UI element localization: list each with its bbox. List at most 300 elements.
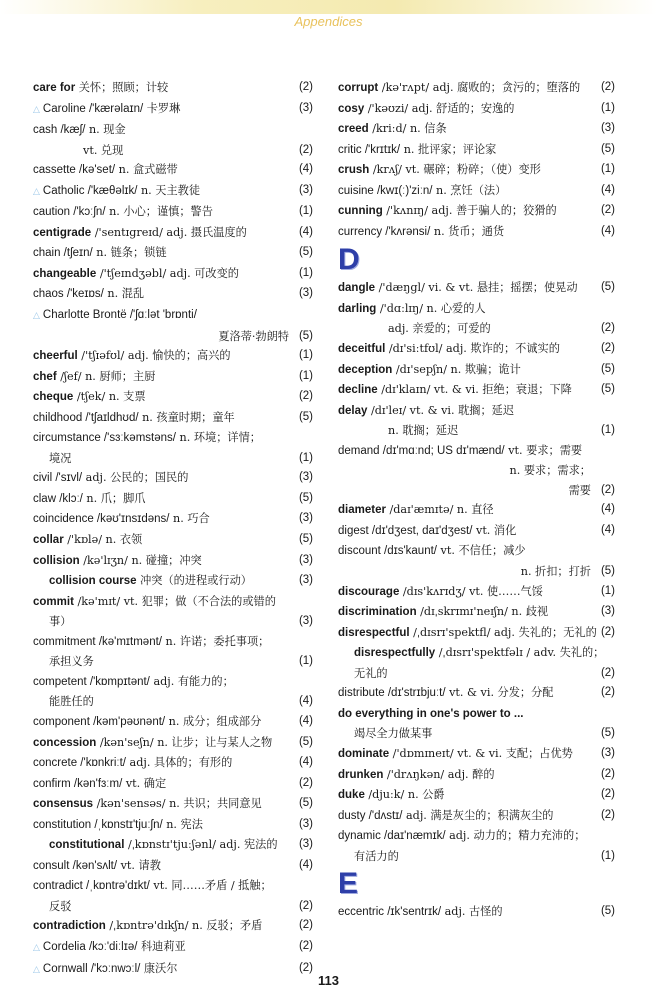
- glossary-entry: [338, 119, 615, 140]
- headword: Charlotte Brontë /'ʃɑːlət 'brɒnti/: [42, 309, 197, 322]
- unit-number: (2): [298, 390, 313, 403]
- glossary-entry: [338, 181, 615, 202]
- definition: 竭尽全力做某事: [354, 727, 433, 741]
- headword: collar: [33, 534, 64, 547]
- headword: digest /dɪ'dʒest, daɪ'dʒest/: [338, 524, 473, 537]
- definition: vt. 请教: [117, 858, 161, 872]
- glossary-entry: [338, 643, 615, 664]
- headword: chef: [33, 370, 57, 383]
- glossary-entry: [33, 592, 313, 613]
- glossary-entry: [338, 724, 615, 744]
- headword: Cordelia /kɔː'diːlɪə/: [42, 940, 138, 953]
- headword: distribute /dɪ'strɪbjuːt/: [338, 687, 446, 700]
- definition: n. 耽搁；延迟: [388, 424, 459, 438]
- glossary-entry: [338, 744, 615, 765]
- glossary-entry: [33, 408, 313, 429]
- glossary-entry: [33, 712, 313, 733]
- headword: discount /dɪs'kaunt/: [338, 545, 437, 558]
- unit-number: (2): [600, 625, 615, 638]
- proper-noun-triangle-icon: △: [33, 964, 40, 975]
- headword: creed: [338, 123, 369, 136]
- definition: 关怀；照顾；计较: [75, 81, 169, 94]
- headword: diameter: [338, 504, 386, 517]
- headword: darling: [338, 302, 377, 315]
- glossary-entry: [338, 521, 615, 542]
- unit-number: (5): [600, 727, 615, 740]
- headword: childhood /'tʃaɪldhʊd/: [33, 411, 139, 424]
- unit-number: (2): [298, 143, 313, 156]
- definition: /'kɒlə/ n. 衣领: [63, 533, 143, 547]
- definition: adj. 有能力的；: [149, 674, 234, 688]
- definition: /tʃek/ n. 支票: [73, 390, 146, 404]
- glossary-entry: [33, 774, 313, 795]
- headword: civil /'sɪvl/: [33, 472, 83, 485]
- headword: discrimination: [338, 606, 417, 619]
- definition: vt. 要求；需要: [504, 443, 583, 457]
- headword: cheerful: [33, 350, 78, 363]
- unit-number: (5): [298, 410, 313, 423]
- definition: /djuːk/ n. 公爵: [364, 788, 445, 802]
- unit-number: (5): [600, 905, 615, 918]
- definition: /'kəʊzi/ adj. 舒适的；安逸的: [364, 101, 515, 115]
- glossary-entry: [33, 815, 313, 836]
- headword: confirm /kən'fɜːm/: [33, 777, 123, 790]
- glossary-entry: [33, 489, 313, 510]
- definition: n. 小心；谨慎；警告: [105, 205, 213, 219]
- glossary-entry: [338, 664, 615, 684]
- glossary-entry: [33, 632, 313, 653]
- glossary-entry: [33, 897, 313, 917]
- glossary-entry: [33, 428, 313, 449]
- unit-number: (2): [298, 939, 313, 952]
- definition: /dɪˌskrɪmɪ'neɪʃn/ n. 歧视: [416, 605, 549, 619]
- definition: /dɪ'siːtfʊl/ adj. 欺诈的；不诚实的: [385, 342, 560, 356]
- glossary-entry: [338, 160, 615, 181]
- unit-number: (3): [600, 122, 615, 135]
- glossary-entry: [338, 826, 615, 847]
- unit-number: (1): [600, 163, 615, 176]
- headword: component /kəm'pəʊnənt/: [33, 715, 166, 728]
- unit-number: (5): [600, 565, 615, 578]
- headword: do everything in one's power to ...: [338, 707, 524, 720]
- glossary-entry: [338, 704, 615, 725]
- glossary-entry: [33, 181, 313, 203]
- unit-number: (2): [600, 808, 615, 821]
- unit-number: (5): [600, 142, 615, 155]
- glossary-entry: [33, 468, 313, 489]
- unit-number: (2): [298, 919, 313, 932]
- headword: deceitful: [338, 343, 386, 356]
- unit-number: (1): [298, 205, 313, 218]
- definition: n. 成分；组成部分: [165, 714, 262, 728]
- definition: vt. 消化: [472, 523, 517, 537]
- definition: /kən'seʃn/ n. 让步；让与某人之物: [96, 735, 273, 749]
- unit-number: (1): [298, 655, 313, 668]
- headword: constitutional: [49, 839, 125, 852]
- glossary-entry: [33, 327, 313, 347]
- unit-number: (1): [298, 266, 313, 279]
- glossary-entry: [338, 902, 615, 923]
- definition: n. 烹饪（法）: [432, 183, 507, 197]
- unit-number: (3): [298, 553, 313, 566]
- definition: n. 环境；详情；: [175, 431, 261, 445]
- definition: n. 宪法: [162, 817, 203, 831]
- unit-number: (4): [600, 503, 615, 516]
- headword: disrespectful: [338, 626, 410, 639]
- unit-number: (5): [298, 735, 313, 748]
- definition: /ˌkɒnstɪ'tjuːʃənl/ adj. 宪法的: [124, 838, 278, 852]
- glossary-entry: [338, 441, 615, 462]
- definition: 冲突（的进程或行动）: [136, 574, 252, 588]
- unit-number: (3): [600, 605, 615, 618]
- glossary-entry: [33, 202, 313, 223]
- definition: /'drʌŋkən/ adj. 醉的: [383, 767, 495, 781]
- glossary-entry: [33, 284, 313, 305]
- definition: /dɪ'klaɪn/ vt. & vi. 拒绝；衰退；下降: [377, 383, 572, 397]
- glossary-entry: [33, 141, 313, 161]
- unit-number: (1): [298, 349, 313, 362]
- glossary-entry: [338, 785, 615, 806]
- glossary-entry: [33, 99, 313, 121]
- definition: n. 许诺；委托事项；: [161, 634, 270, 648]
- definition: adj. 公民的；国民的: [82, 471, 189, 485]
- headword: Catholic /'kæθəlɪk/: [42, 184, 138, 197]
- right-column: [338, 78, 615, 923]
- headword: duke: [338, 789, 365, 802]
- glossary-entry: [33, 243, 313, 264]
- glossary-entry: [33, 652, 313, 672]
- headword: corrupt: [338, 82, 379, 94]
- glossary-entry: [338, 562, 615, 582]
- definition: /kən'sensəs/ n. 共识；共同意见: [93, 797, 262, 811]
- glossary-entry: [33, 876, 313, 897]
- definition: /kə'rʌpt/ adj. 腐败的；贪污的；堕落的: [378, 81, 581, 94]
- definition: n. 天主教徒: [137, 183, 201, 197]
- headword: Cornwall /'kɔːnwɔːl/: [42, 962, 141, 975]
- proper-noun-triangle-icon: △: [33, 942, 40, 953]
- glossary-entry: [33, 305, 313, 327]
- definition: n. 混乱: [103, 287, 145, 301]
- unit-number: (2): [600, 686, 615, 699]
- definition: n. 巧合: [169, 512, 210, 526]
- headword: disrespectfully: [354, 647, 436, 660]
- unit-number: (1): [600, 424, 615, 437]
- unit-number: (5): [298, 797, 313, 810]
- glossary-entry: [338, 360, 615, 381]
- unit-number: (4): [600, 183, 615, 196]
- headword: decline: [338, 384, 378, 397]
- headword: circumstance /'sɜːkəmstəns/: [33, 432, 176, 445]
- glossary-entry: [33, 692, 313, 712]
- unit-number: (4): [600, 523, 615, 536]
- top-color-band: [0, 0, 657, 14]
- glossary-entry: [338, 765, 615, 786]
- glossary-entry: [338, 339, 615, 360]
- definition: /kə'lɪʒn/ n. 碰撞；冲突: [79, 553, 202, 567]
- definition: n. 链条；锁链: [92, 246, 167, 260]
- unit-number: (5): [298, 533, 313, 546]
- unit-number: (3): [298, 615, 313, 628]
- headword: dominate: [338, 747, 390, 760]
- definition: 境况: [49, 451, 72, 465]
- definition: /daɪ'æmɪtə/ n. 直径: [385, 503, 494, 517]
- definition: /dɪ'sepʃn/ n. 欺骗；诡计: [392, 362, 521, 376]
- definition: 反驳: [49, 899, 72, 913]
- glossary-entry: [338, 319, 615, 339]
- headword: concession: [33, 736, 97, 749]
- unit-number: (3): [298, 838, 313, 851]
- unit-number: (5): [600, 362, 615, 375]
- definition: n. 批评家；评论家: [400, 142, 497, 156]
- definition: n. 现金: [85, 123, 126, 137]
- unit-number: (4): [298, 756, 313, 769]
- definition: 有活力的: [354, 849, 399, 863]
- definition: 卡罗琳: [143, 101, 181, 115]
- definition: /'dɒmɪneɪt/ vt. & vi. 支配；占优势: [389, 746, 573, 760]
- glossary-entry: [338, 140, 615, 161]
- unit-number: (3): [298, 101, 313, 114]
- unit-number: (2): [600, 666, 615, 679]
- glossary-entry: [33, 612, 313, 632]
- unit-number: (2): [600, 342, 615, 355]
- unit-number: (2): [600, 788, 615, 801]
- definition: 事）: [49, 615, 72, 629]
- headword: claw /klɔː/: [33, 492, 83, 505]
- definition: adj. 具体的；有形的: [125, 756, 233, 770]
- headword: constitution /ˌkɒnstɪ'tjuːʃn/: [33, 818, 163, 831]
- headword: cash /kæʃ/: [33, 124, 86, 137]
- unit-number: (4): [298, 695, 313, 708]
- unit-number: (5): [298, 491, 313, 504]
- unit-number: (1): [600, 101, 615, 114]
- glossary-entry: [33, 367, 313, 388]
- headword: cheque: [33, 391, 74, 404]
- glossary-entry: [338, 222, 615, 243]
- definition: /ʃef/ n. 厨师；主厨: [56, 369, 156, 383]
- glossary-entry: [338, 500, 615, 521]
- unit-number: (1): [600, 584, 615, 597]
- headword: consult /kən'sʌlt/: [33, 859, 118, 872]
- headword: demand /dɪ'mɑːnd; US dɪ'mænd/: [338, 444, 505, 457]
- unit-number: (4): [298, 714, 313, 727]
- headword: crush: [338, 164, 370, 177]
- definition: adj. 动力的；精力充沛的；: [445, 829, 586, 843]
- unit-number: (3): [298, 512, 313, 525]
- headword: cosy: [338, 102, 365, 115]
- glossary-entry: [33, 78, 313, 99]
- unit-number: (1): [298, 451, 313, 464]
- glossary-entry: [33, 937, 313, 959]
- definition: n. 爪；脚爪: [82, 491, 146, 505]
- unit-number: (3): [298, 471, 313, 484]
- headword: cunning: [338, 205, 383, 218]
- headword: contradiction: [33, 920, 106, 933]
- definition: 需要: [568, 483, 591, 497]
- glossary-entry: [338, 683, 615, 704]
- definition: vt. 不信任；减少: [437, 544, 526, 558]
- headword: care for: [33, 82, 76, 94]
- glossary-entry: [33, 835, 313, 856]
- definition: adj. 古怪的: [441, 905, 503, 919]
- definition: /krʌʃ/ vt. 碾碎；粉碎；（使）变形: [369, 163, 541, 177]
- proper-noun-triangle-icon: △: [33, 186, 40, 197]
- glossary-entry: [33, 916, 313, 937]
- definition: n. 要求；需求；: [509, 464, 591, 478]
- unit-number: (4): [298, 163, 313, 176]
- headword: chaos /'keɪɒs/: [33, 288, 104, 301]
- unit-number: (4): [298, 225, 313, 238]
- glossary-entry: [338, 99, 615, 120]
- definition: /'tʃɪəfʊl/ adj. 愉快的；高兴的: [77, 349, 231, 363]
- headword: drunken: [338, 768, 384, 781]
- unit-number: (2): [600, 204, 615, 217]
- unit-number: (4): [600, 224, 615, 237]
- headword: critic /'krɪtɪk/: [338, 143, 401, 156]
- definition: adj. 亲爱的；可爱的: [388, 322, 491, 336]
- headword: chain /tʃeɪn/: [33, 247, 93, 260]
- definition: /'kʌnɪŋ/ adj. 善于骗人的；狡猾的: [382, 204, 557, 218]
- headword: changeable: [33, 267, 97, 280]
- headword: centigrade: [33, 226, 92, 239]
- definition: 康沃尔: [140, 961, 178, 975]
- headword: cuisine /kwɪ(ː)'ziːn/: [338, 184, 433, 197]
- glossary-entry: [338, 806, 615, 827]
- headword: competent /'kɒmpɪtənt/: [33, 675, 150, 688]
- headword: currency /'kʌrənsi/: [338, 225, 431, 238]
- unit-number: (2): [600, 81, 615, 93]
- definition: /dɪs'kʌrɪdʒ/ vt. 使……气馁: [399, 584, 543, 598]
- section-letter-d: D: [338, 243, 360, 277]
- definition: /ˌdɪsrɪ'spektfl/ adj. 失礼的；无礼的: [409, 625, 597, 639]
- definition: 无礼的: [354, 666, 388, 680]
- unit-number: (5): [600, 281, 615, 294]
- glossary-entry: [338, 380, 615, 401]
- page-number: 113: [318, 973, 339, 988]
- unit-number: (2): [298, 776, 313, 789]
- glossary-entry: [338, 461, 615, 481]
- glossary-entry: [338, 299, 615, 320]
- glossary-entry: [338, 582, 615, 603]
- unit-number: (4): [298, 858, 313, 871]
- headword: discourage: [338, 585, 400, 598]
- glossary-entry: [33, 223, 313, 244]
- glossary-entry: [338, 401, 615, 422]
- unit-number: (5): [298, 246, 313, 259]
- definition: n. 折扣；打折: [520, 565, 591, 579]
- definition: /kə'mɪt/ vt. 犯罪；做（不合法的或错的: [73, 594, 276, 608]
- glossary-entry: [33, 264, 313, 285]
- headword: collision course: [49, 575, 137, 588]
- glossary-entry: [338, 78, 615, 99]
- glossary-entry: [33, 672, 313, 693]
- unit-number: (3): [298, 574, 313, 587]
- unit-number: (2): [600, 767, 615, 780]
- definition: 夏洛蒂·勃朗特: [218, 329, 289, 343]
- glossary-entry: [33, 733, 313, 754]
- glossary-entry: [33, 449, 313, 469]
- definition: /ˌkɒntrə'dɪkʃn/ n. 反驳；矛盾: [105, 919, 263, 933]
- glossary-entry: [33, 160, 313, 181]
- definition: vt. 兑现: [83, 143, 124, 157]
- headword: contradict /ˌkɒntrə'dɪkt/: [33, 880, 150, 893]
- definition: 承担义务: [49, 655, 94, 669]
- headword: dangle: [338, 282, 376, 295]
- headword: deception: [338, 363, 393, 376]
- glossary-entry: [33, 120, 313, 141]
- headword: commitment /kə'mɪtmənt/: [33, 635, 162, 648]
- unit-number: (2): [298, 81, 313, 93]
- unit-number: (3): [298, 287, 313, 300]
- definition: adj. 满是灰尘的；积满灰尘的: [402, 808, 554, 822]
- unit-number: (5): [600, 383, 615, 396]
- headword: coincidence /kəʊ'ɪnsɪdəns/: [33, 513, 170, 526]
- headword: commit: [33, 595, 74, 608]
- glossary-entry: [33, 551, 313, 572]
- definition: n. 盒式磁带: [115, 163, 178, 177]
- glossary-entry: [338, 481, 615, 501]
- glossary-entry: [338, 278, 615, 299]
- glossary-entry: [338, 602, 615, 623]
- definition: /'tʃeɪndʒəbl/ adj. 可改变的: [96, 266, 239, 280]
- definition: /'sentɪgreɪd/ adj. 摄氏温度的: [91, 225, 247, 239]
- unit-number: (5): [298, 329, 313, 342]
- definition: /kriːd/ n. 信条: [368, 122, 447, 136]
- glossary-entry: [338, 201, 615, 222]
- glossary-entry: [33, 794, 313, 815]
- headword: collision: [33, 554, 80, 567]
- unit-number: (3): [298, 817, 313, 830]
- glossary-entry: [33, 530, 313, 551]
- headword: eccentric /ɪk'sentrɪk/: [338, 906, 442, 919]
- definition: /'dæŋgl/ vi. & vt. 悬挂；摇摆；使晃动: [375, 281, 578, 295]
- headword: dusty /'dʌstɪ/: [338, 809, 403, 822]
- definition: n. 货币；通货: [430, 224, 505, 238]
- section-letter-e: E: [338, 867, 359, 901]
- glossary-entry: [338, 421, 615, 441]
- unit-number: (1): [298, 369, 313, 382]
- headword: consensus: [33, 798, 94, 811]
- definition: vt. 确定: [122, 776, 167, 790]
- unit-number: (2): [298, 961, 313, 974]
- glossary-entry: [33, 753, 313, 774]
- unit-number: (3): [600, 746, 615, 759]
- unit-number: (2): [298, 899, 313, 912]
- glossary-entry: [338, 847, 615, 867]
- proper-noun-triangle-icon: △: [33, 311, 40, 322]
- definition: /dɪ'leɪ/ vt. & vi. 耽搁；延迟: [367, 403, 515, 417]
- definition: vt. & vi. 分发；分配: [445, 686, 554, 700]
- definition: n. 孩童时期；童年: [138, 410, 235, 424]
- definition: /'dɑːlɪŋ/ n. 心爱的人: [376, 301, 486, 315]
- unit-number: (2): [600, 483, 615, 496]
- definition: /ˌdɪsrɪ'spektfəlɪ / adv. 失礼的；: [435, 646, 605, 660]
- headword: dynamic /daɪ'næmɪk/: [338, 830, 446, 843]
- headword: caution /'kɔːʃn/: [33, 206, 106, 219]
- unit-number: (2): [600, 322, 615, 335]
- proper-noun-triangle-icon: △: [33, 104, 40, 115]
- unit-number: (1): [600, 849, 615, 862]
- glossary-entry: [33, 509, 313, 530]
- glossary-entry: [33, 571, 313, 592]
- left-column: [33, 78, 313, 980]
- unit-number: (3): [298, 183, 313, 196]
- glossary-entry: [338, 541, 615, 562]
- definition: vt. 同……矛盾 / 抵触；: [149, 879, 272, 893]
- headword: cassette /kə'set/: [33, 164, 116, 177]
- definition: 科迪莉亚: [137, 939, 186, 953]
- glossary-entry: [33, 346, 313, 367]
- glossary-entry: [338, 623, 615, 644]
